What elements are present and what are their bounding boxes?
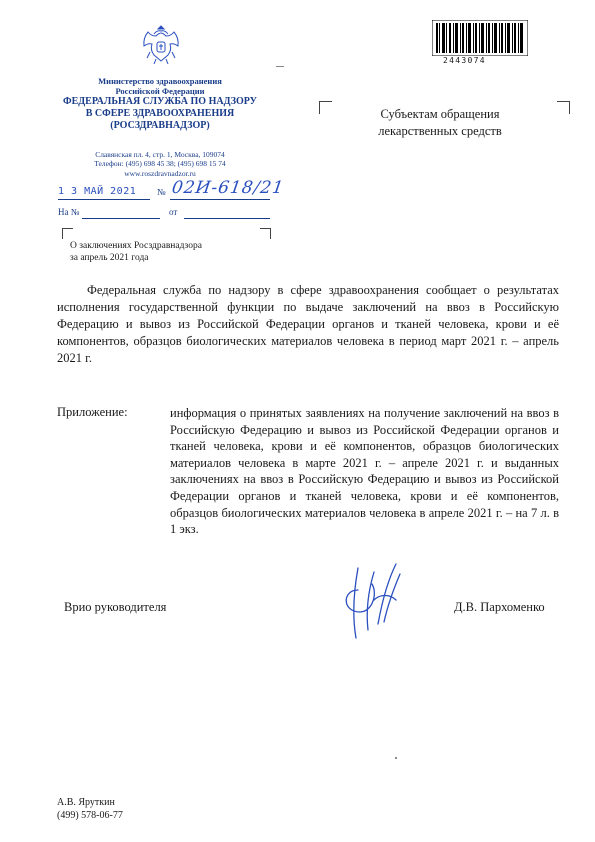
number-underline (170, 199, 270, 200)
reference-from-label: от (169, 207, 178, 217)
recipient-block (340, 106, 540, 140)
recipient-line-2: лекарственных средств (378, 124, 502, 138)
agency-address (60, 150, 260, 178)
signer-position: Врио руководителя (64, 600, 167, 614)
date-underline (58, 199, 150, 200)
agency-line-2: В СФЕРЕ ЗДРАВООХРАНЕНИЯ (85, 108, 235, 119)
agency-line-3: (РОСЗДРАВНАДЗОР) (110, 120, 210, 131)
subject-corner-right (260, 228, 271, 239)
address-line-2: Телефон: (495) 698 45 38; (495) 698 15 74 (94, 159, 226, 169)
agency-name (40, 96, 280, 132)
registration-date-stamp: 1 3 МАЙ 2021 (58, 186, 137, 197)
registration-number: 02И-618/21 (170, 178, 286, 198)
barcode-icon (432, 20, 528, 56)
number-label: № (157, 187, 166, 197)
handwritten-signature (338, 560, 408, 640)
ministry-name (40, 76, 280, 96)
subject-corner-left (62, 228, 73, 239)
agency-line-1: ФЕДЕРАЛЬНАЯ СЛУЖБА ПО НАДЗОРУ (63, 96, 257, 107)
barcode-number: 2443074 (443, 56, 486, 65)
subject-line-2: за апрель 2021 года (70, 253, 149, 263)
attachment-text: информация о принятых заявлениях на получение заключений на ввоз в Российскую Федерацию и вывоз из Российской Федерации органов и тканей человека, крови и её компонентов, образцов биологических материалов человека в марте 2021 г. – апреле 2021 г. и выданных заключениях на ввоз в Российскую Федерацию и вывоз из Российской Федерации органов и тканей человека, крови и её компонентов, образцов биологических материалов человека в апреле 2021 г. – на 7 л. в 1 экз. (170, 406, 559, 537)
executor-info (57, 796, 123, 822)
recipient-corner-left (319, 101, 332, 114)
executor-phone: (499) 578-06-77 (57, 810, 123, 821)
attachment-label: Приложение: (57, 405, 128, 419)
address-line-1: Славянская пл. 4, стр. 1, Москва, 109074 (95, 150, 225, 159)
recipient-line-1: Субъектам обращения (380, 107, 500, 121)
body-paragraph: Федеральная служба по надзору в сфере здравоохранения сообщает о результатах исполнения государственной функции по выдаче заключений на ввоз в Российскую Федерацию и вывоз из Российской Федерации органов и тканей человека, крови и её компонентов, образцов биологических материалов человека в период март 2021 г. – апрель 2021 г. (57, 283, 559, 365)
reference-label: На № (58, 207, 80, 217)
reference-underline (82, 218, 160, 219)
subject-line-1: О заключениях Росздравнадзора (70, 241, 202, 251)
address-line-3: www.roszdravnadzor.ru (124, 168, 196, 178)
executor-name: А.В. Яруткин (57, 797, 115, 808)
divider-mark (276, 66, 284, 67)
document-subject (70, 240, 202, 264)
signer-name: Д.В. Пархоменко (454, 600, 545, 614)
ministry-line-1: Министерство здравоохранения (98, 76, 222, 86)
recipient-corner-right (557, 101, 570, 114)
reference-from-underline (184, 218, 270, 219)
coat-of-arms-icon (140, 22, 182, 68)
stray-mark (395, 757, 397, 759)
ministry-line-2: Российской Федерации (115, 86, 205, 96)
